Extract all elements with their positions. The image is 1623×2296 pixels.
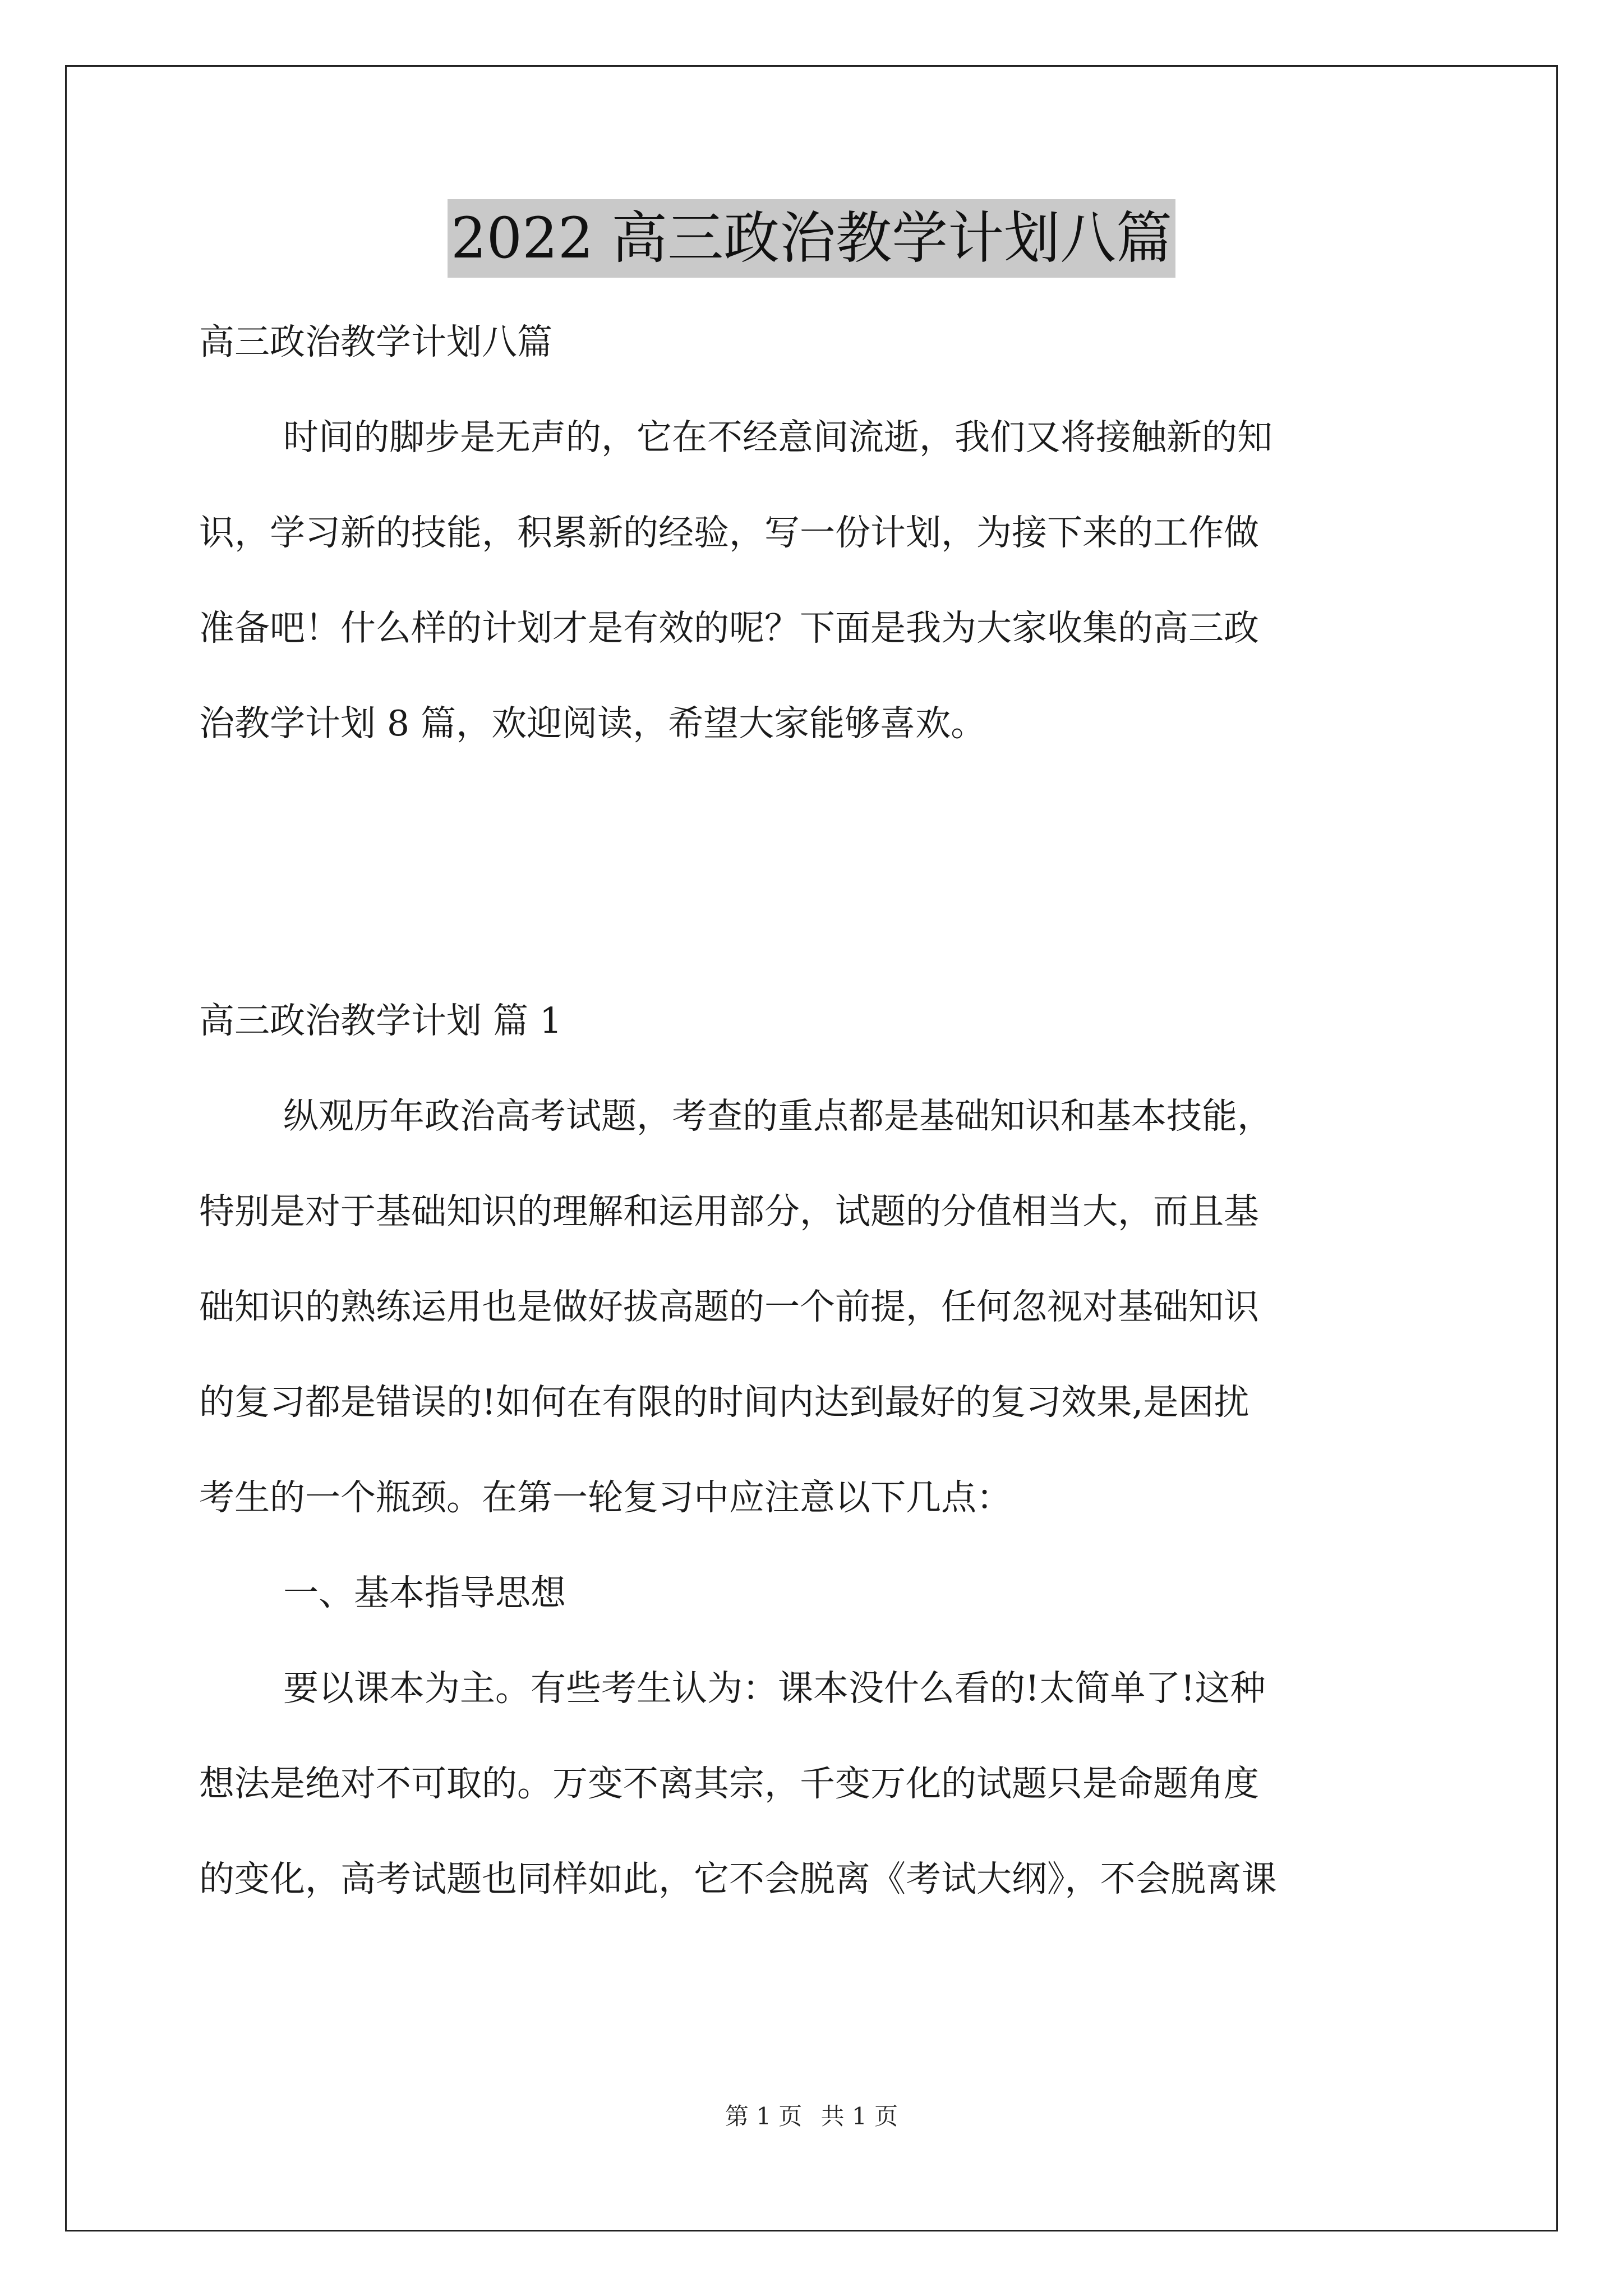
document-subtitle: 高三政治教学计划八篇 <box>199 321 552 362</box>
paragraph-line: 的变化，高考试题也同样如此，它不会脱离《考试大纲》，不会脱离课 <box>199 1858 1277 1899</box>
paragraph-line: 识，学习新的技能，积累新的经验，写一份计划，为接下来的工作做 <box>199 512 1259 553</box>
paragraph-line: 时间的脚步是无声的，它在不经意间流逝，我们又将接触新的知 <box>283 417 1272 458</box>
paragraph-line: 考生的一个瓶颈。在第一轮复习中应注意以下几点： <box>199 1477 1012 1518</box>
paragraph-line: 治教学计划 8 篇，欢迎阅读，希望大家能够喜欢。 <box>199 703 986 744</box>
page-number: 第 1 页 <box>725 2102 803 2130</box>
paragraph-line: 想法是绝对不可取的。万变不离其宗，千变万化的试题只是命题角度 <box>199 1763 1259 1804</box>
paragraph-line: 准备吧！什么样的计划才是有效的呢？下面是我为大家收集的高三政 <box>199 608 1259 648</box>
paragraph-line: 纵观历年政治高考试题，考查的重点都是基础知识和基本技能， <box>283 1096 1272 1137</box>
section-1-block <box>199 973 1427 1927</box>
subheading: 一、基本指导思想 <box>283 1572 566 1613</box>
paragraph-line: 础知识的熟练运用也是做好拔高题的一个前提，任何忽视对基础知识 <box>199 1286 1259 1327</box>
page-title: 2022 高三政治教学计划八篇 <box>448 199 1175 278</box>
paragraph-line: 要以课本为主。有些考生认为：课本没什么看的!太简单了!这种 <box>283 1668 1266 1709</box>
intro-block <box>199 295 1427 771</box>
paragraph-line: 的复习都是错误的!如何在有限的时间内达到最好的复习效果,是困扰 <box>199 1382 1249 1423</box>
title-container <box>0 199 1623 278</box>
page-total: 共 1 页 <box>820 2102 898 2130</box>
page-footer <box>0 2098 1623 2132</box>
section-heading: 高三政治教学计划 篇 1 <box>199 1000 562 1041</box>
paragraph-line: 特别是对于基础知识的理解和运用部分，试题的分值相当大，而且基 <box>199 1191 1259 1232</box>
